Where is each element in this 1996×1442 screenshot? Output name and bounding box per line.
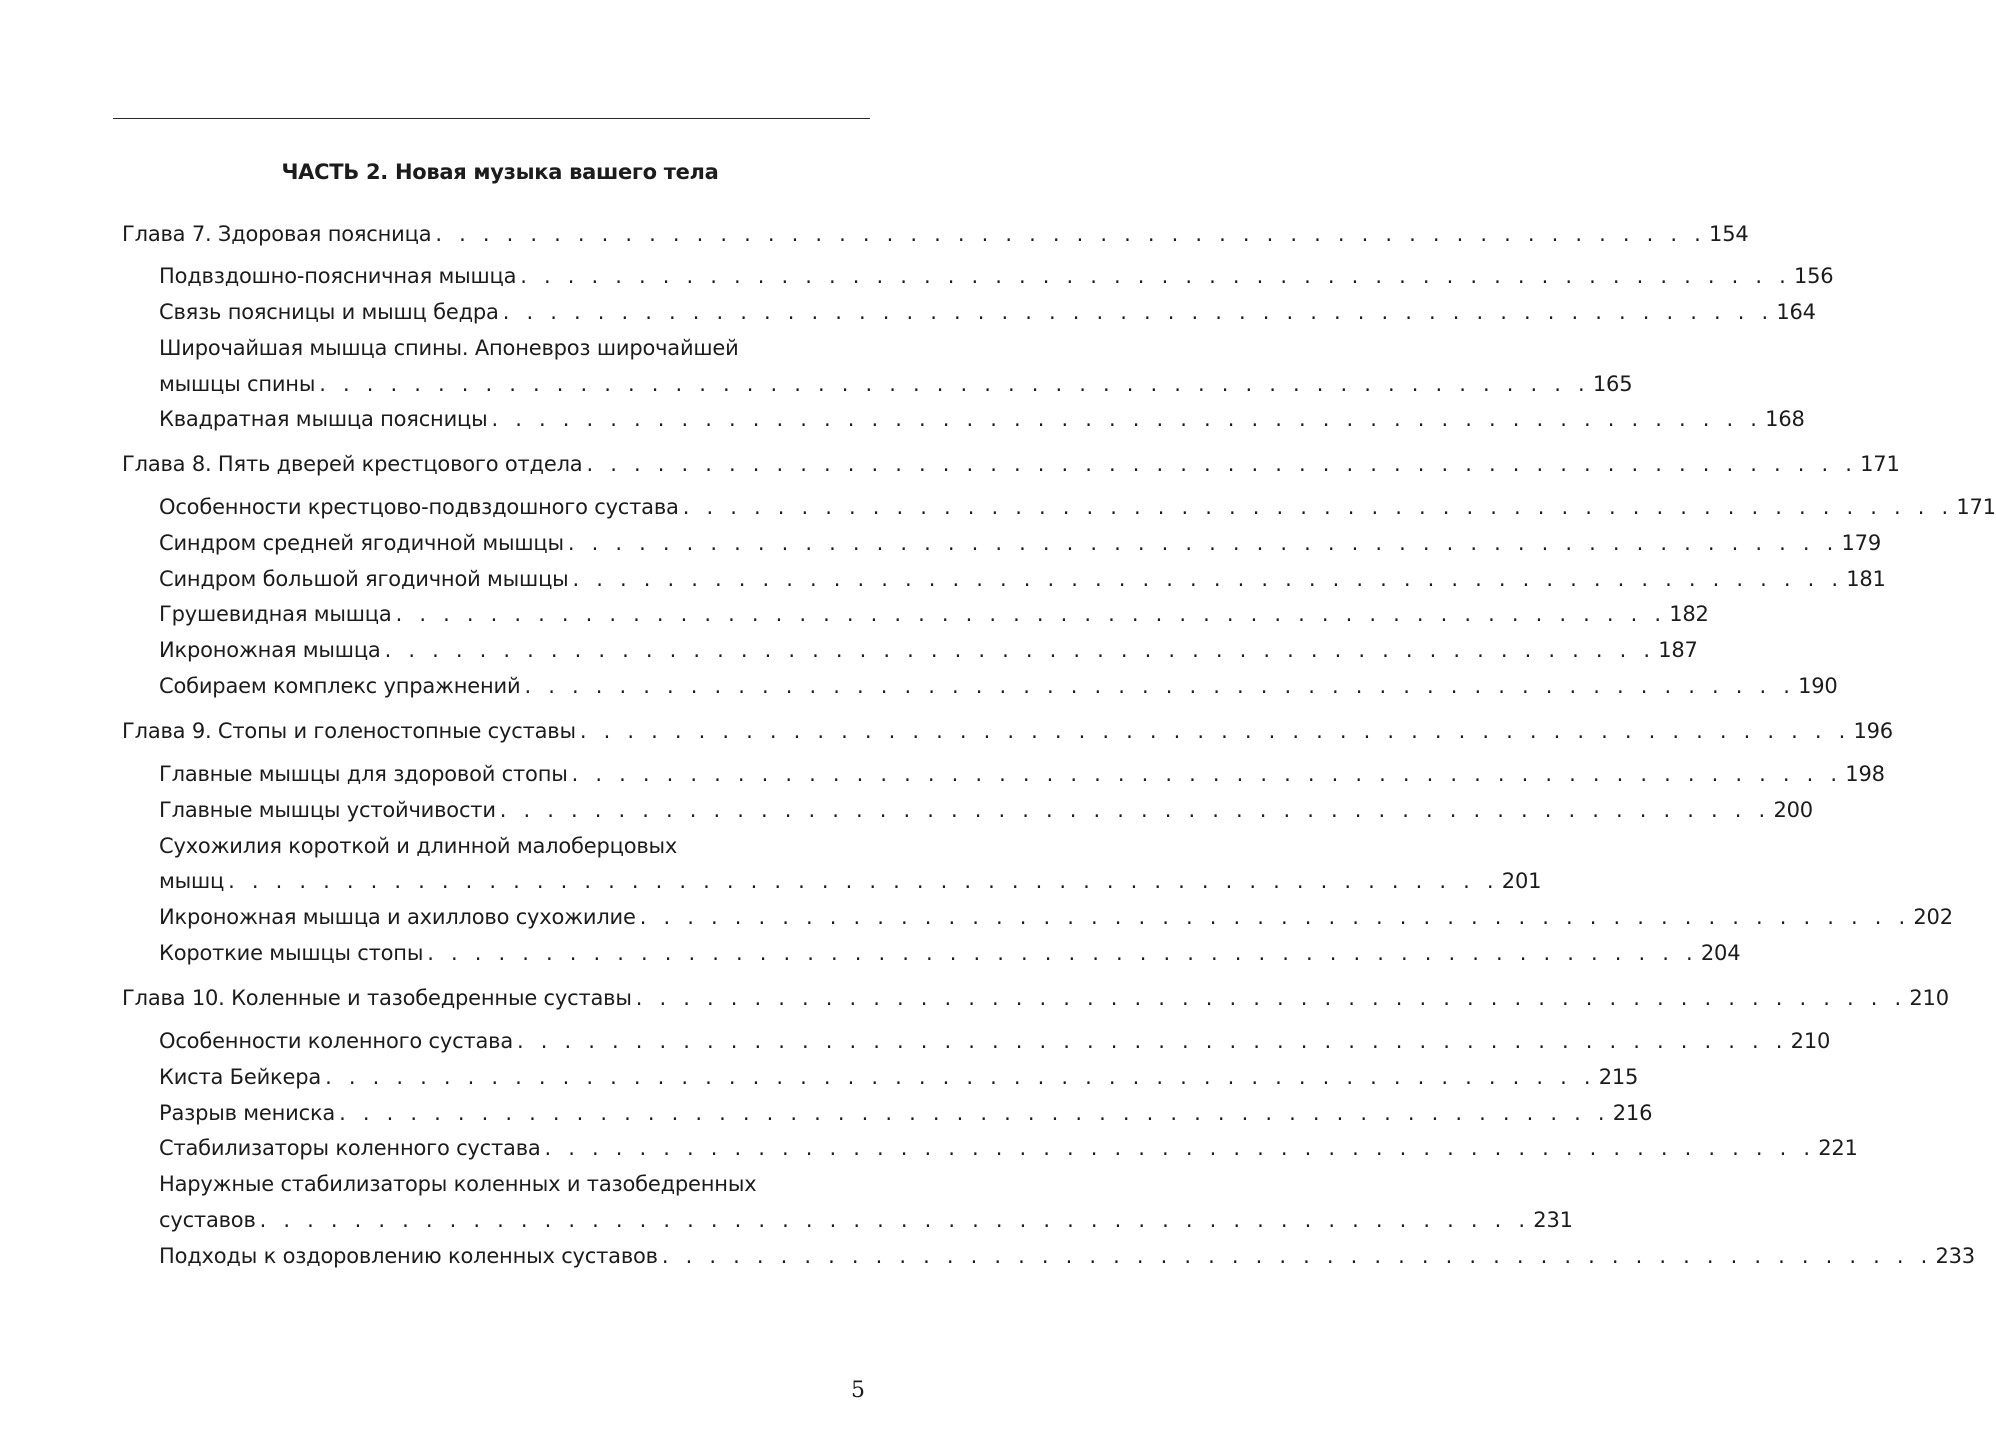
toc-title-line1: Наружные стабилизаторы коленных и тазобедренных bbox=[159, 1172, 757, 1196]
toc-title: Глава 10. Коленные и тазобедренные суставы bbox=[122, 986, 632, 1010]
toc-page: 210 bbox=[1790, 1029, 1831, 1053]
toc-page: 231 bbox=[1533, 1208, 1573, 1232]
toc-page: 221 bbox=[1818, 1136, 1858, 1160]
toc-section-row: Короткие мышцы стопы . . . . . . . . . . . . . . . . . . . . . . . . . . . . . . . . . . . . . . . . . . . . . . . . . . . . . . 204 bbox=[159, 941, 1741, 965]
toc-page: 179 bbox=[1841, 531, 1881, 555]
toc-title: Особенности крестцово-подвздошного сустава bbox=[159, 495, 679, 519]
toc-title: Подвздошно-поясничная мышца bbox=[159, 264, 517, 288]
toc-section-row: Подвздошно-поясничная мышца . . . . . . . . . . . . . . . . . . . . . . . . . . . . . . . . . . . . . . . . . . . . . . . . . . . . . . 156 bbox=[159, 264, 1834, 288]
toc-section-row: Особенности коленного сустава . . . . . . . . . . . . . . . . . . . . . . . . . . . . . . . . . . . . . . . . . . . . . . . . . . . . . . 210 bbox=[159, 1029, 1831, 1053]
toc-title: Квадратная мышца поясницы bbox=[159, 407, 488, 431]
toc-title: суставов bbox=[159, 1208, 256, 1232]
toc-title: Особенности коленного сустава bbox=[159, 1029, 514, 1053]
toc-title: Икроножная мышца и ахиллово сухожилие bbox=[159, 905, 636, 929]
toc-title: Синдром большой ягодичной мышцы bbox=[159, 567, 569, 591]
toc-section-row: Главные мышцы устойчивости . . . . . . . . . . . . . . . . . . . . . . . . . . . . . . . . . . . . . . . . . . . . . . . . . . . . . . 200 bbox=[159, 798, 1813, 822]
toc-section-row: Икроножная мышца . . . . . . . . . . . . . . . . . . . . . . . . . . . . . . . . . . . . . . . . . . . . . . . . . . . . . . 187 bbox=[159, 638, 1698, 662]
toc-title: Главные мышцы устойчивости bbox=[159, 798, 496, 822]
toc-page: 156 bbox=[1793, 264, 1834, 288]
header-rule bbox=[113, 118, 870, 119]
toc-section-row: Икроножная мышца и ахиллово сухожилие . . . . . . . . . . . . . . . . . . . . . . . . . . . . . . . . . . . . . . . . . . . . . . . . . . . . . . 202 bbox=[159, 905, 1953, 929]
toc-page: 204 bbox=[1700, 941, 1741, 965]
toc-section-row-line1 bbox=[0, 1172, 1000, 1202]
toc-title: мышц bbox=[159, 869, 225, 893]
toc-title: Короткие мышцы стопы bbox=[159, 941, 424, 965]
toc-section-row: мышц . . . . . . . . . . . . . . . . . . . . . . . . . . . . . . . . . . . . . . . . . . . . . . . . . . . . . . 201 bbox=[159, 869, 1542, 893]
toc-page: 168 bbox=[1765, 407, 1805, 431]
page-number: 5 bbox=[851, 1378, 865, 1403]
toc-page: 165 bbox=[1592, 372, 1633, 396]
toc-page: 196 bbox=[1853, 719, 1893, 743]
toc-title: Икроножная мышца bbox=[159, 638, 381, 662]
toc-section-row: Подходы к оздоровлению коленных суставов . . . . . . . . . . . . . . . . . . . . . . . . . . . . . . . . . . . . . . . . . . . . . . . . . . . . . . 233 bbox=[159, 1244, 1975, 1268]
toc-page: 187 bbox=[1658, 638, 1698, 662]
toc-section-row: мышцы спины . . . . . . . . . . . . . . . . . . . . . . . . . . . . . . . . . . . . . . . . . . . . . . . . . . . . . . 165 bbox=[159, 372, 1633, 396]
toc-page: 154 bbox=[1709, 222, 1749, 246]
toc-page: 200 bbox=[1773, 798, 1813, 822]
toc-page: 164 bbox=[1776, 300, 1816, 324]
toc-section-row: Стабилизаторы коленного сустава . . . . . . . . . . . . . . . . . . . . . . . . . . . . . . . . . . . . . . . . . . . . . . . . . . . . . . 221 bbox=[159, 1136, 1858, 1160]
toc-page: 182 bbox=[1669, 602, 1709, 626]
toc-section-row: Связь поясницы и мышц бедра . . . . . . . . . . . . . . . . . . . . . . . . . . . . . . . . . . . . . . . . . . . . . . . . . . . . . . 164 bbox=[159, 300, 1816, 324]
toc-section-row-line1 bbox=[0, 834, 1000, 864]
toc-page: 233 bbox=[1935, 1244, 1975, 1268]
toc-section-row: Особенности крестцово-подвздошного сустава . . . . . . . . . . . . . . . . . . . . . . . . . . . . . . . . . . . . . . . . . . . . . . . . . . . . . . 171 bbox=[159, 495, 1996, 519]
toc-page: 190 bbox=[1798, 674, 1838, 698]
toc-page: 216 bbox=[1612, 1101, 1653, 1125]
toc-chapter-row: Глава 8. Пять дверей крестцового отдела . . . . . . . . . . . . . . . . . . . . . . . . . . . . . . . . . . . . . . . . . . . . . . . . . . . . . . 171 bbox=[122, 452, 1900, 476]
toc-chapter-row: Глава 9. Стопы и голеностопные суставы . . . . . . . . . . . . . . . . . . . . . . . . . . . . . . . . . . . . . . . . . . . . . . . . . . . . . . 196 bbox=[122, 719, 1893, 743]
part-title: ЧАСТЬ 2. Новая музыка вашего тела bbox=[281, 160, 719, 184]
toc-section-row: Грушевидная мышца . . . . . . . . . . . . . . . . . . . . . . . . . . . . . . . . . . . . . . . . . . . . . . . . . . . . . . 182 bbox=[159, 602, 1709, 626]
toc-section-row: Синдром средней ягодичной мышцы . . . . . . . . . . . . . . . . . . . . . . . . . . . . . . . . . . . . . . . . . . . . . . . . . . . . . . 179 bbox=[159, 531, 1881, 555]
toc-page: 202 bbox=[1913, 905, 1953, 929]
toc-title: Подходы к оздоровлению коленных суставов bbox=[159, 1244, 658, 1268]
toc-title: Глава 9. Стопы и голеностопные суставы bbox=[122, 719, 576, 743]
toc-page: 210 bbox=[1909, 986, 1949, 1010]
toc-title: Грушевидная мышца bbox=[159, 602, 392, 626]
toc-page: 171 bbox=[1860, 452, 1900, 476]
toc-page: 198 bbox=[1845, 762, 1885, 786]
toc-title: Разрыв мениска bbox=[159, 1101, 336, 1125]
toc-title: Связь поясницы и мышц бедра bbox=[159, 300, 499, 324]
toc-section-row: Квадратная мышца поясницы . . . . . . . . . . . . . . . . . . . . . . . . . . . . . . . . . . . . . . . . . . . . . . . . . . . . . . 168 bbox=[159, 407, 1805, 431]
toc-chapter-row: Глава 10. Коленные и тазобедренные суставы . . . . . . . . . . . . . . . . . . . . . . . . . . . . . . . . . . . . . . . . . . . . . . . . . . . . . . 210 bbox=[122, 986, 1949, 1010]
toc-page: 215 bbox=[1598, 1065, 1639, 1089]
toc-section-row: Синдром большой ягодичной мышцы . . . . . . . . . . . . . . . . . . . . . . . . . . . . . . . . . . . . . . . . . . . . . . . . . . . . . . 181 bbox=[159, 567, 1886, 591]
toc-title: Собираем комплекс упражнений bbox=[159, 674, 521, 698]
toc-title: Глава 7. Здоровая поясница bbox=[122, 222, 432, 246]
toc-title: Стабилизаторы коленного сустава bbox=[159, 1136, 541, 1160]
toc-section-row: Разрыв мениска . . . . . . . . . . . . . . . . . . . . . . . . . . . . . . . . . . . . . . . . . . . . . . . . . . . . . . 216 bbox=[159, 1101, 1653, 1125]
toc-page: 181 bbox=[1846, 567, 1886, 591]
toc-section-row-line1 bbox=[0, 336, 1000, 366]
toc-section-row: Главные мышцы для здоровой стопы . . . . . . . . . . . . . . . . . . . . . . . . . . . . . . . . . . . . . . . . . . . . . . . . . . . . . . 198 bbox=[159, 762, 1885, 786]
toc-page: 171 bbox=[1956, 495, 1996, 519]
toc-title: мышцы спины bbox=[159, 372, 316, 396]
toc-title-line1: Широчайшая мышца спины. Апоневроз широчайшей bbox=[159, 336, 739, 360]
toc-section-row: суставов . . . . . . . . . . . . . . . . . . . . . . . . . . . . . . . . . . . . . . . . . . . . . . . . . . . . . . 231 bbox=[159, 1208, 1573, 1232]
toc-title: Глава 8. Пять дверей крестцового отдела bbox=[122, 452, 583, 476]
toc-title: Киста Бейкера bbox=[159, 1065, 322, 1089]
toc-title-line1: Сухожилия короткой и длинной малоберцовых bbox=[159, 834, 678, 858]
toc-section-row: Киста Бейкера . . . . . . . . . . . . . . . . . . . . . . . . . . . . . . . . . . . . . . . . . . . . . . . . . . . . . . 215 bbox=[159, 1065, 1639, 1089]
toc-title: Главные мышцы для здоровой стопы bbox=[159, 762, 568, 786]
toc-page: 201 bbox=[1501, 869, 1542, 893]
toc-title: Синдром средней ягодичной мышцы bbox=[159, 531, 564, 555]
toc-section-row: Собираем комплекс упражнений . . . . . . . . . . . . . . . . . . . . . . . . . . . . . . . . . . . . . . . . . . . . . . . . . . . . . . 190 bbox=[159, 674, 1838, 698]
toc-chapter-row: Глава 7. Здоровая поясница . . . . . . . . . . . . . . . . . . . . . . . . . . . . . . . . . . . . . . . . . . . . . . . . . . . . . . 154 bbox=[122, 222, 1749, 246]
